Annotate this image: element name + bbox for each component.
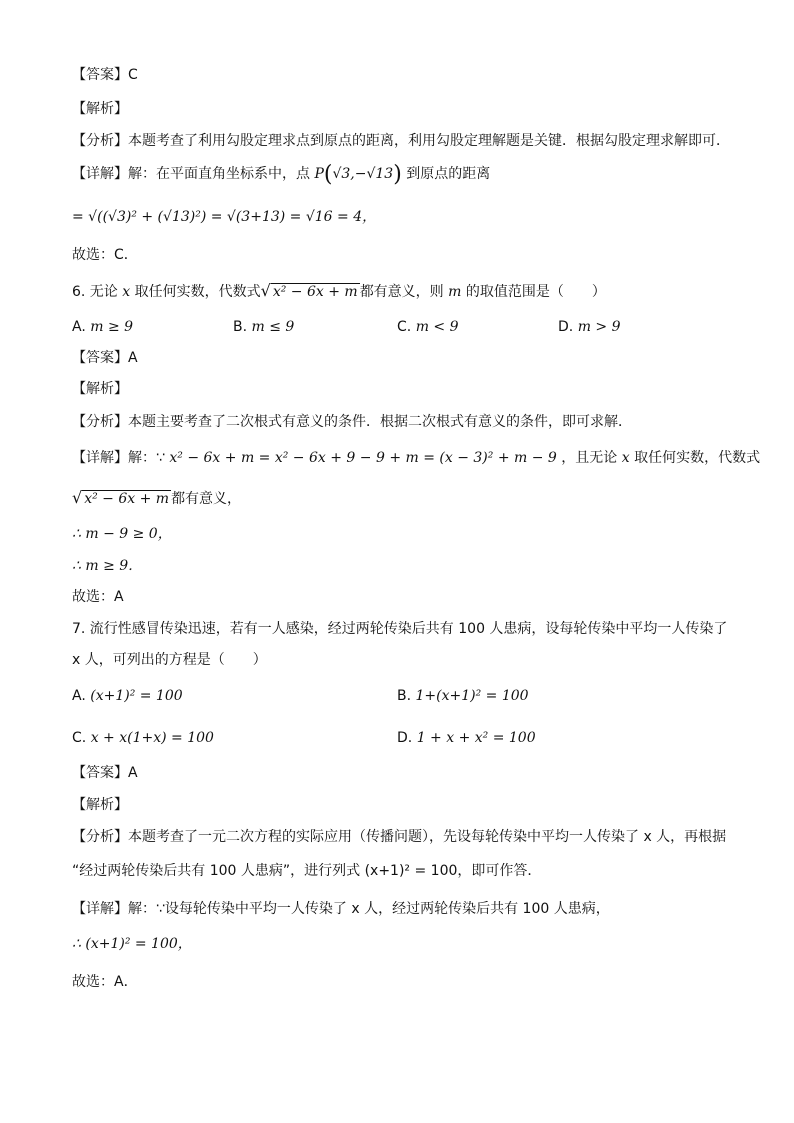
q5-right-paren: ): [393, 162, 402, 187]
q7-choice: 故选：A．: [72, 974, 138, 990]
q6-choice: 故选：A: [72, 589, 124, 605]
q5-point-coords: √3,−√13: [332, 166, 394, 182]
q6-option-d-label: D.: [558, 319, 574, 335]
q7-option-a-text: (x+1)² = 100: [90, 688, 183, 704]
q6-detail-suffix2: 都有意义，: [171, 491, 242, 507]
q7-detail: 【详解】解：∵设每轮传染中平均一人传染了 x 人，经过两轮传染后共有 100 人患病，: [72, 901, 610, 917]
q6-step-2: ∴ m ≥ 9．: [72, 558, 143, 574]
q7-option-d: [397, 728, 536, 748]
q6-detail: [72, 448, 761, 468]
q7-analysis-heading: 【解析】: [72, 797, 128, 813]
q7-option-a-label: A.: [72, 688, 86, 704]
q6-option-d-text: m > 9: [577, 319, 621, 335]
q6-detail-suffix: 取任何实数，代数式: [634, 450, 761, 466]
q5-left-paren: (: [323, 162, 333, 187]
q6-detail-variable-x: x: [621, 450, 630, 466]
q7-option-c-label: C.: [72, 730, 87, 746]
q6-answer: 【答案】A: [72, 350, 138, 366]
q5-answer: 【答案】C: [72, 67, 138, 83]
q7-analysis-line2: “经过两轮传染后共有 100 人患病”，进行列式 (x+1)² = 100，即可作答．: [72, 863, 542, 879]
q7-option-c: [72, 728, 214, 748]
q7-analysis-line1: 【分析】本题考查了一元二次方程的实际应用（传播问题），先设每轮传染中平均一人传染了 x 人，再根据: [72, 829, 727, 845]
q6-option-b-text: m ≤ 9: [251, 319, 295, 335]
q7-option-b-label: B.: [397, 688, 412, 704]
q5-detail-prefix: 【详解】解：在平面直角坐标系中，点: [72, 166, 310, 182]
q5-choice: 故选：C．: [72, 247, 138, 263]
q6-detail-radical-sign: √: [72, 488, 83, 507]
q5-analysis: 【分析】本题考查了利用勾股定理求点到原点的距离，利用勾股定理解题是关键．根据勾股定理求解即可．: [72, 133, 730, 149]
q6-option-c-text: m < 9: [415, 319, 459, 335]
q6-stem-variable-m: m: [448, 284, 462, 300]
q6-step-1: ∴ m − 9 ≥ 0，: [72, 526, 172, 542]
q6-option-a: [72, 317, 133, 337]
q6-stem-part3: 都有意义，则: [359, 284, 444, 300]
q6-analysis: 【分析】本题主要考查了二次根式有意义的条件．根据二次根式有意义的条件，即可求解．: [72, 414, 632, 430]
q7-stem-line2: x 人，可列出的方程是（ ）: [72, 652, 267, 668]
q7-option-b: [397, 686, 529, 706]
q6-analysis-heading: 【解析】: [72, 381, 128, 397]
q6-option-c: [397, 317, 459, 337]
q6-stem: [72, 281, 754, 302]
q7-stem-line1: 7. 流行性感冒传染迅速，若有一人感染，经过两轮传染后共有 100 人患病，设每轮传染中平均一人传染了: [72, 621, 728, 637]
q6-option-c-label: C.: [397, 319, 412, 335]
q5-analysis-heading: 【解析】: [72, 101, 128, 117]
q5-detail: [72, 164, 754, 185]
q6-detail-radicand: x² − 6x + m: [84, 491, 170, 507]
q7-option-b-text: 1+(x+1)² = 100: [415, 688, 529, 704]
q6-detail-formula: x² − 6x + m = x² − 6x + 9 − 9 + m = (x − 3)² + m − 9: [169, 450, 557, 466]
q7-option-a: [72, 686, 183, 706]
q7-answer: 【答案】A: [72, 765, 138, 781]
q7-option-d-label: D.: [397, 730, 413, 746]
q6-stem-variable-x: x: [122, 284, 131, 300]
q6-radical-sign: √: [260, 281, 271, 300]
q5-detail-suffix: 到原点的距离: [406, 166, 491, 182]
q6-option-a-text: m ≥ 9: [90, 319, 134, 335]
q6-option-d: [558, 317, 621, 337]
q6-detail-continued: [72, 488, 754, 509]
q6-option-a-label: A.: [72, 319, 86, 335]
q6-stem-part1: 6. 无论: [72, 284, 118, 300]
q5-point-label: P: [314, 166, 324, 182]
q6-option-b-label: B.: [233, 319, 248, 335]
q7-option-c-text: x + x(1+x) = 100: [90, 730, 214, 746]
q6-radicand: x² − 6x + m: [272, 284, 358, 300]
q6-stem-part2: 取任何实数，代数式: [134, 284, 261, 300]
q5-formula: = √((√3)² + (√13)²) = √(3+13) = √16 = 4，: [72, 209, 377, 225]
q6-detail-mid: ，且无论: [561, 450, 618, 466]
q7-step: ∴ (x+1)² = 100，: [72, 936, 192, 952]
q7-option-d-text: 1 + x + x² = 100: [416, 730, 536, 746]
q6-option-b: [233, 317, 294, 337]
q6-detail-prefix: 【详解】解：∵: [72, 450, 165, 466]
q6-stem-part4: 的取值范围是（ ）: [465, 284, 606, 300]
